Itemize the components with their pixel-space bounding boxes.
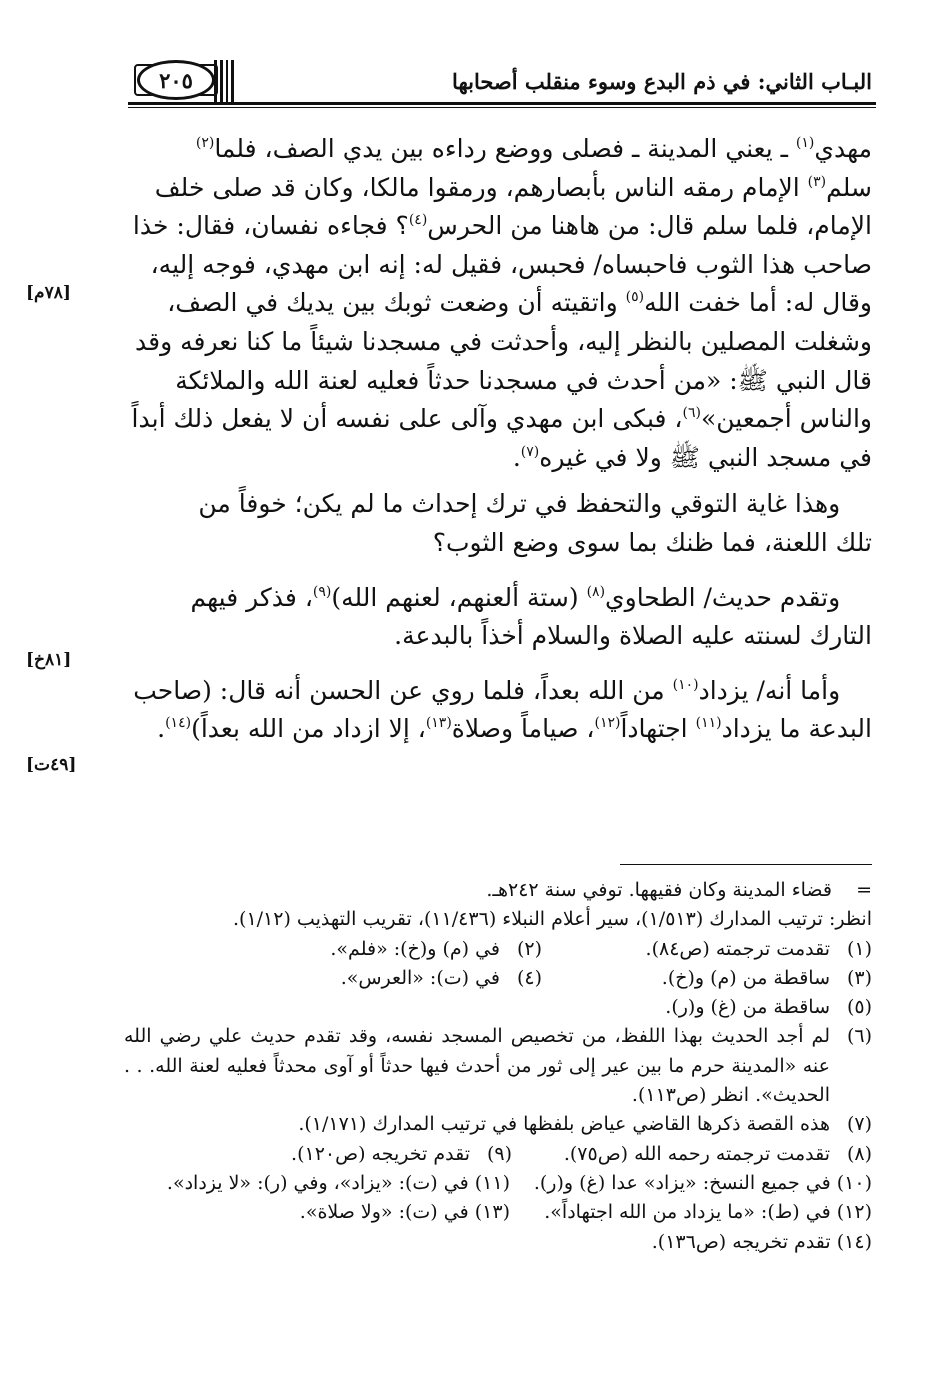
body-line: البدعة ما يزداد$^{(١١)}$ اجتهاداً$^{(١٢)}$، صياماً وصلاة$^{(١٣)}$، إلا ازداد من الله بعداً)$^{(١٤)}$. xyxy=(157,714,872,744)
body-line: وتقدم حديث/ الطحاوي$^{(٨)}$ (ستة ألعنهم، لعنهم الله)$^{(٩)}$، فذكر فيهم xyxy=(190,582,841,612)
paragraph-story xyxy=(124,130,872,477)
footnote-6: (٦) لم أجد الحديث بهذا اللفظ، من تخصيص المسجد نفسه، وقد تقدم حديث علي رضي الله عنه «المدينة حرم ما بين عير إلى ثور من أحدث فيها حدثاً أو آوى محدثاً فعليه لعنة الله. . . الحديث». انظر (ص١١٣). xyxy=(124,1025,872,1107)
footnote-12: (١٢) في (ط): «ما يزداد من الله اجتهاداً». xyxy=(544,1201,872,1224)
footnote-row xyxy=(124,1140,872,1169)
footnote-continuation-2: انظر: ترتيب المدارك (١/٥١٣)، سير أعلام النبلاء (١١/٤٣٦)، تقريب التهذيب (١/١٢). xyxy=(233,908,872,931)
paragraph-tahawi xyxy=(124,579,872,656)
footnote-11: (١١) في (ت): «يزاد»، وفي (ر): «لا يزداد». xyxy=(166,1171,510,1194)
footnote-row xyxy=(124,935,872,964)
footnote-3: (٣)ساقطة من (م) و(خ). xyxy=(661,966,872,989)
footnote-4: (٤)في (ت): «العرس». xyxy=(340,966,542,989)
page-number: ٢٠٥ xyxy=(137,60,215,100)
footnote-row xyxy=(124,1169,872,1198)
body-line: سلم$^{(٣)}$ الإمام رمقه الناس بأبصارهم، ورمقوا مالكا، وكان قد صلى خلف xyxy=(154,172,872,202)
body-line: والناس أجمعين»$^{(٦)}$، فبكى ابن مهدي وآلى على نفسه أن لا يفعل ذلك أبداً xyxy=(131,404,872,434)
footnote-1: (١)تقدمت ترجمته (ص٨٤). xyxy=(645,937,872,960)
footnote-8: (٨)تقدمت ترجمته رحمه الله (ص٧٥). xyxy=(563,1142,872,1165)
footnote-7: (٧)هذه القصة ذكرها القاضي عياض بلفظها في ترتيب المدارك (١/١٧١). xyxy=(298,1113,872,1136)
body-line: وقال له: أما خفت الله$^{(٥)}$ واتقيته أن وضعت ثوبك بين يديك في الصف، xyxy=(167,288,872,318)
body-line: وشغلت المصلين بالنظر إليه، وأحدثت في مسجدنا شيئاً ما كنا نعرفه وقد xyxy=(135,326,872,356)
footnote-continuation: =قضاء المدينة وكان فقيهها. توفي سنة ٢٤٢هـ. xyxy=(124,876,872,905)
footnote-10: (١٠) في جميع النسخ: «يزاد» عدا (غ) و(ر). xyxy=(533,1171,872,1194)
main-text xyxy=(124,130,872,749)
paragraph-caution xyxy=(124,485,872,562)
running-head: البـاب الثاني: في ذم البدع وسوء منقلب أصحابها xyxy=(452,69,872,94)
body-line: وأما أنه/ يزداد$^{(١٠)}$ من الله بعداً، فلما روي عن الحسن أنه قال: (صاحب xyxy=(133,675,841,705)
footnotes xyxy=(124,876,872,1257)
footnote-2: (٢)في (م) و(خ): «فلم». xyxy=(330,937,542,960)
footnote-row xyxy=(124,1198,872,1227)
body-line: الإمام، فلما سلم قال: من هاهنا من الحرس$^{(٤)}$؟ فجاءه نفسان، فقال: خذا xyxy=(132,211,872,241)
body-line: مهدي$^{(١)}$ ـ يعني المدينة ـ فصلى ووضع رداءه بين يدي الصف، فلما$^{(٢)}$ xyxy=(195,134,872,163)
page-number-frame xyxy=(128,58,224,102)
footnote-9: (٩)تقدم تخريجه (ص١٢٠). xyxy=(291,1142,512,1165)
body-line: في مسجد النبي ﷺ ولا في غيره$^{(٧)}$. xyxy=(512,442,872,472)
body-line: تلك اللعنة، فما ظنك بما سوى وضع الثوب؟ xyxy=(432,527,872,557)
body-line: التارك لسنته عليه الصلاة والسلام أخذاً بالبدعة. xyxy=(394,621,872,651)
body-line: صاحب هذا الثوب فاحبساه/ فحبس، فقيل له: إنه ابن مهدي، فوجه إليه، xyxy=(150,249,872,279)
footnote-row xyxy=(124,964,872,993)
body-line: وهذا غاية التوقي والتحفظ في ترك إحداث ما لم يكن؛ خوفاً من xyxy=(198,489,841,519)
body-line: قال النبي ﷺ: «من أحدث في مسجدنا حدثاً فعليه لعنة الله والملائكة xyxy=(175,365,872,395)
margin-note-kh81: [٨١خ] xyxy=(26,650,72,670)
header-rule xyxy=(128,102,876,108)
footnote-13: (١٣) في (ت): «ولا صلاة». xyxy=(299,1201,510,1224)
paragraph-hasan xyxy=(124,672,872,749)
continuation-marker: = xyxy=(856,879,872,901)
footnote-separator xyxy=(620,864,872,865)
margin-note-t49: [٤٩ت] xyxy=(26,755,77,775)
footnote-14: (١٤) تقدم تخريجه (ص١٣٦). xyxy=(651,1230,872,1253)
footnote-5: (٥)ساقطة من (غ) و(ر). xyxy=(665,996,872,1019)
margin-note-m78: [٧٨م] xyxy=(26,283,71,303)
